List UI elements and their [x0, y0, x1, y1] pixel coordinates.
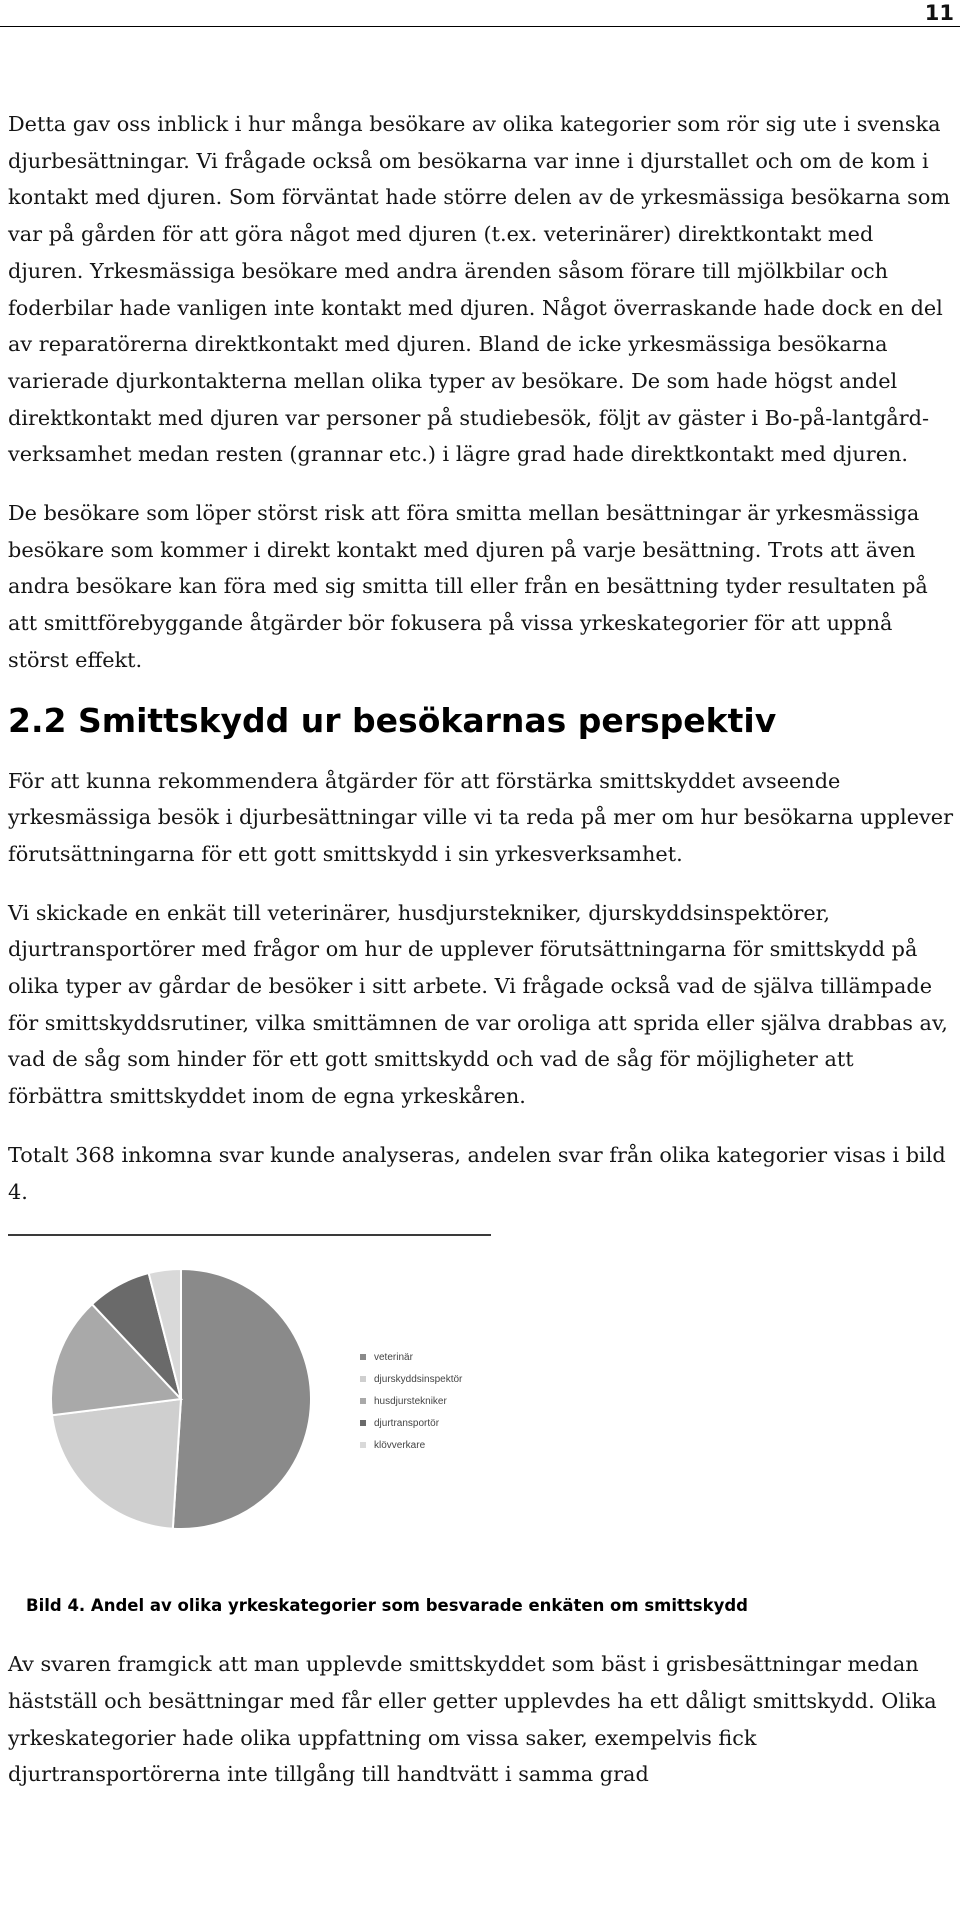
pie-chart	[8, 1236, 491, 1530]
legend-label: djurskyddsinspektör	[374, 1374, 463, 1386]
pie-slices	[51, 1269, 311, 1529]
page-number: 11	[924, 1, 954, 25]
figure-caption: Bild 4. Andel av olika yrkeskategorier som besvarade enkäten om smittskydd	[26, 1596, 748, 1616]
legend-swatch	[360, 1442, 366, 1448]
paragraph-visitor-contacts: Detta gav oss inblick i hur många besökare av olika kategorier som rör sig ute i svenska djurbesättningar. Vi frågade också om besökarna var inne i djurstallet och om de kom i kontakt med djuren. Som förväntat hade större delen av de yrkesmässiga besökarna som var på gården för att göra något med djuren (t.ex. veterinärer) direktkontakt med djuren. Yrkesmässiga besökare med andra ärenden såsom förare till mjölkbilar och foderbilar hade vanligen inte kontakt med djuren. Något överraskande hade dock en del av reparatörerna direktkontakt med djuren. Bland de icke yrkesmässiga besökarna varierade djurkontakterna mellan olika typer av besökare. De som hade högst andel direktkontakt med djuren var personer på studiebesök, följt av gäster i Bo-på-lantgård-verksamhet medan resten (grannar etc.) i lägre grad hade direktkontakt med djuren.	[8, 112, 951, 467]
paragraph-purpose: För att kunna rekommendera åtgärder för att förstärka smittskyddet avseende yrkesmässiga besök i djurbesättningar ville vi ta reda på mer om hur besökarna upplever förutsättningarna för ett gott smittskydd i sin yrkesverksamhet.	[8, 768, 954, 866]
chart-legend	[360, 1352, 463, 1451]
legend-label: veterinär	[374, 1352, 413, 1364]
section-heading: 2.2 Smittskydd ur besökarnas perspektiv	[8, 700, 777, 740]
legend-label: klövverkare	[374, 1440, 426, 1452]
legend-swatch	[360, 1420, 366, 1426]
paragraph-risk-visitors: De besökare som löper störst risk att föra smitta mellan besättningar är yrkesmässiga besökare som kommer i direkt kontakt med djuren på varje besättning. Trots att även andra besökare kan föra med sig smitta till eller från en besättning tyder resultaten på att smittförebyggande åtgärder bör fokusera på vissa yrkeskategorier för att uppnå störst effekt.	[8, 501, 928, 672]
paragraph-survey: Vi skickade en enkät till veterinärer, husdjurstekniker, djurskyddsinspektörer, djurtransportörer med frågor om hur de upplever förutsättningarna för smittskydd på olika typer av gårdar de besöker i sitt arbete. Vi frågade också vad de själva tillämpade för smittskyddsrutiner, vilka smittämnen de var oroliga att sprida eller själva drabbas av, vad de såg som hinder för ett gott smittskydd och vad de såg för möjligheter att förbättra smittskyddet inom de egna yrkeskåren.	[8, 900, 948, 1109]
legend-swatch	[360, 1398, 366, 1404]
paragraph-total-responses: Totalt 368 inkomna svar kunde analyseras, andelen svar från olika kategorier visas i bild 4.	[8, 1142, 946, 1204]
document-body	[8, 106, 953, 1793]
pie-slice-veterin-r	[173, 1269, 311, 1529]
legend-label: djurtransportör	[374, 1418, 440, 1430]
legend-label: husdjurstekniker	[374, 1396, 447, 1408]
header-rule	[0, 26, 960, 27]
legend-swatch	[360, 1354, 366, 1360]
pie-chart-figure	[8, 1234, 491, 1532]
pie-slice-djurskyddsinspekt-r	[52, 1399, 181, 1529]
legend-swatch	[360, 1376, 366, 1382]
paragraph-results: Av svaren framgick att man upplevde smittskyddet som bäst i grisbesättningar medan hästställ och besättningar med får eller getter upplevdes ha ett dåligt smittskydd. Olika yrkeskategorier hade olika uppfattning om vissa saker, exempelvis fick djurtransportörerna inte tillgång till handtvätt i samma grad	[8, 1652, 937, 1787]
